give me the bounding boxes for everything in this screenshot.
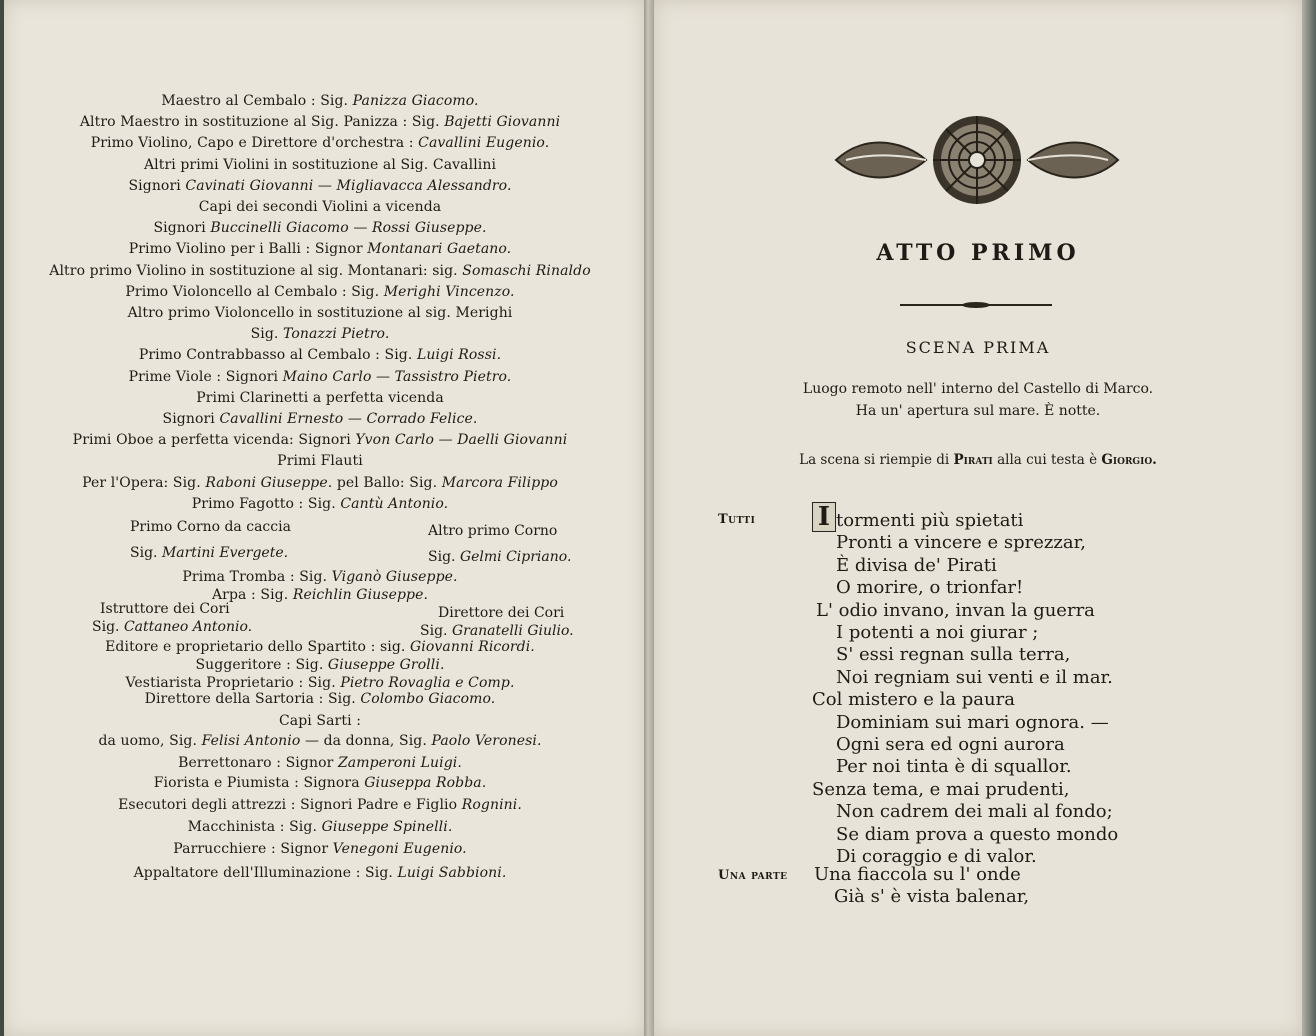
verse-line: Dominiam sui mari ognora. — xyxy=(836,711,1109,733)
page-edge xyxy=(1302,0,1316,1036)
scene-description-1: Luogo remoto nell' interno del Castello di Marco. xyxy=(802,381,1154,397)
credit-line: Fiorista e Piumista : Signora Giuseppa Robba. xyxy=(153,775,487,791)
credit-line: Altri primi Violini in sostituzione al Sig. Cavallini xyxy=(143,156,497,173)
horn-left-name: Sig. Martini Evergete. xyxy=(130,545,289,561)
credit-line: Suggeritore : Sig. Giuseppe Grolli. xyxy=(195,657,445,673)
speaker-una-parte: Una parte xyxy=(718,868,788,883)
credit-line: Per l'Opera: Sig. Raboni Giuseppe. pel Ballo: Sig. Marcora Filippo xyxy=(82,474,558,491)
horn-right-title: Altro primo Corno xyxy=(428,523,558,539)
credit-line: Primo Fagotto : Sig. Cantù Antonio. xyxy=(191,495,449,512)
credit-line: Primo Violino per i Balli : Signor Montanari Gaetano. xyxy=(128,241,512,258)
credit-line: Primo Violino, Capo e Direttore d'orchestra : Cavallini Eugenio. xyxy=(90,135,550,152)
verse-line: tormenti più spietati xyxy=(836,510,1024,531)
credit-line: Editore e proprietario dello Spartito : sig. Giovanni Ricordi. xyxy=(105,639,535,655)
verse-line: L' odio invano, invan la guerra xyxy=(816,599,1095,621)
drop-cap: I xyxy=(812,502,836,532)
verse-line: Di coraggio e di valor. xyxy=(836,846,1037,867)
verse-line: Non cadrem dei mali al fondo; xyxy=(836,801,1113,823)
credit-line: Parrucchiere : Signor Venegoni Eugenio. xyxy=(173,841,467,857)
credit-line: Sig. Tonazzi Pietro. xyxy=(250,326,390,343)
divider-rule xyxy=(900,300,1052,310)
credit-line: Maestro al Cembalo : Sig. Panizza Giacomo. xyxy=(161,93,479,109)
credit-line: Direttore della Sartoria : Sig. Colombo Giacomo. xyxy=(144,691,496,707)
credit-line: Signori Cavallini Ernesto — Corrado Felice. xyxy=(162,411,478,427)
verse-line: Già s' è vista balenar, xyxy=(834,886,1030,908)
verse-line: Per noi tinta è di squallor. xyxy=(836,756,1072,778)
credit-line: Primi Flauti xyxy=(277,453,363,470)
credit-line: Arpa : Sig. Reichlin Giuseppe. xyxy=(211,587,429,603)
credit-line: Macchinista : Sig. Giuseppe Spinelli. xyxy=(187,819,453,835)
verse-line: I potenti a noi giurar ; xyxy=(836,622,1039,643)
stage-direction: La scena si riempie di Pirati alla cui testa è Giorgio. xyxy=(799,452,1157,468)
book-spine xyxy=(644,0,654,1036)
verse-line: Noi regniam sui venti e il mar. xyxy=(836,666,1113,688)
credit-line: Esecutori degli attrezzi : Signori Padre e Figlio Rognini. xyxy=(118,797,522,813)
verse-line: Senza tema, e mai prudenti, xyxy=(812,778,1070,800)
verse-line: S' essi regnan sulla terra, xyxy=(836,644,1071,666)
credit-line: Primi Clarinetti a perfetta vicenda xyxy=(196,389,444,406)
scene-description-2: Ha un' apertura sul mare. È notte. xyxy=(855,403,1101,419)
credit-line: Signori Buccinelli Giacomo — Rossi Giuseppe. xyxy=(153,220,487,237)
credit-line: Altro primo Violoncello in sostituzione al sig. Merighi xyxy=(127,305,513,321)
act-title: ATTO PRIMO xyxy=(876,240,1080,266)
credit-line: Altro Maestro in sostituzione al Sig. Panizza : Sig. Bajetti Giovanni xyxy=(79,114,561,131)
choir-left-title: Istruttore dei Cori xyxy=(100,601,230,617)
verse-line: Una fiaccola su l' onde xyxy=(814,864,1021,885)
credit-line: Appaltatore dell'Illuminazione : Sig. Luigi Sabbioni. xyxy=(133,865,507,881)
credit-line: Primi Oboe a perfetta vicenda: Signori Yvon Carlo — Daelli Giovanni xyxy=(72,432,568,449)
credit-line: Altro primo Violino in sostituzione al sig. Montanari: sig. Somaschi Rinaldo xyxy=(49,262,591,279)
credit-line: Prima Tromba : Sig. Viganò Giuseppe. xyxy=(182,569,458,585)
credit-line: Primo Contrabbasso al Cembalo : Sig. Luigi Rossi. xyxy=(138,347,502,364)
credit-line: Capi Sarti : xyxy=(278,713,362,729)
verse-line: O morire, o trionfar! xyxy=(836,577,1024,599)
credit-line: Signori Cavinati Giovanni — Migliavacca Alessandro. xyxy=(128,177,512,194)
credit-line: Berrettonaro : Signor Zamperoni Luigi. xyxy=(178,755,462,771)
verse-line: Se diam prova a questo mondo xyxy=(836,823,1119,845)
verse-line: È divisa de' Pirati xyxy=(836,554,997,576)
credit-line: Capi dei secondi Violini a vicenda xyxy=(198,199,442,215)
choir-right-title: Direttore dei Cori xyxy=(438,605,565,621)
floral-ornament-icon xyxy=(826,112,1128,208)
credit-line: da uomo, Sig. Felisi Antonio — da donna, Sig. Paolo Veronesi. xyxy=(98,733,542,749)
credit-line: Primo Violoncello al Cembalo : Sig. Merighi Vincenzo. xyxy=(125,283,515,300)
verse-line: Ogni sera ed ogni aurora xyxy=(836,734,1065,755)
horn-right-name: Sig. Gelmi Cipriano. xyxy=(428,549,572,565)
credit-line: Prime Viole : Signori Maino Carlo — Tassistro Pietro. xyxy=(128,368,512,385)
speaker-tutti: Tutti xyxy=(718,512,756,527)
scene-title: SCENA PRIMA xyxy=(905,338,1051,357)
verse-line: Col mistero e la paura xyxy=(812,689,1015,711)
credit-line: Vestiarista Proprietario : Sig. Pietro Rovaglia e Comp. xyxy=(125,675,515,691)
choir-left-name: Sig. Cattaneo Antonio. xyxy=(92,619,253,635)
choir-right-name: Sig. Granatelli Giulio. xyxy=(420,623,574,639)
horn-left-title: Primo Corno da caccia xyxy=(130,519,291,535)
verse-line: Pronti a vincere e sprezzar, xyxy=(836,532,1086,554)
